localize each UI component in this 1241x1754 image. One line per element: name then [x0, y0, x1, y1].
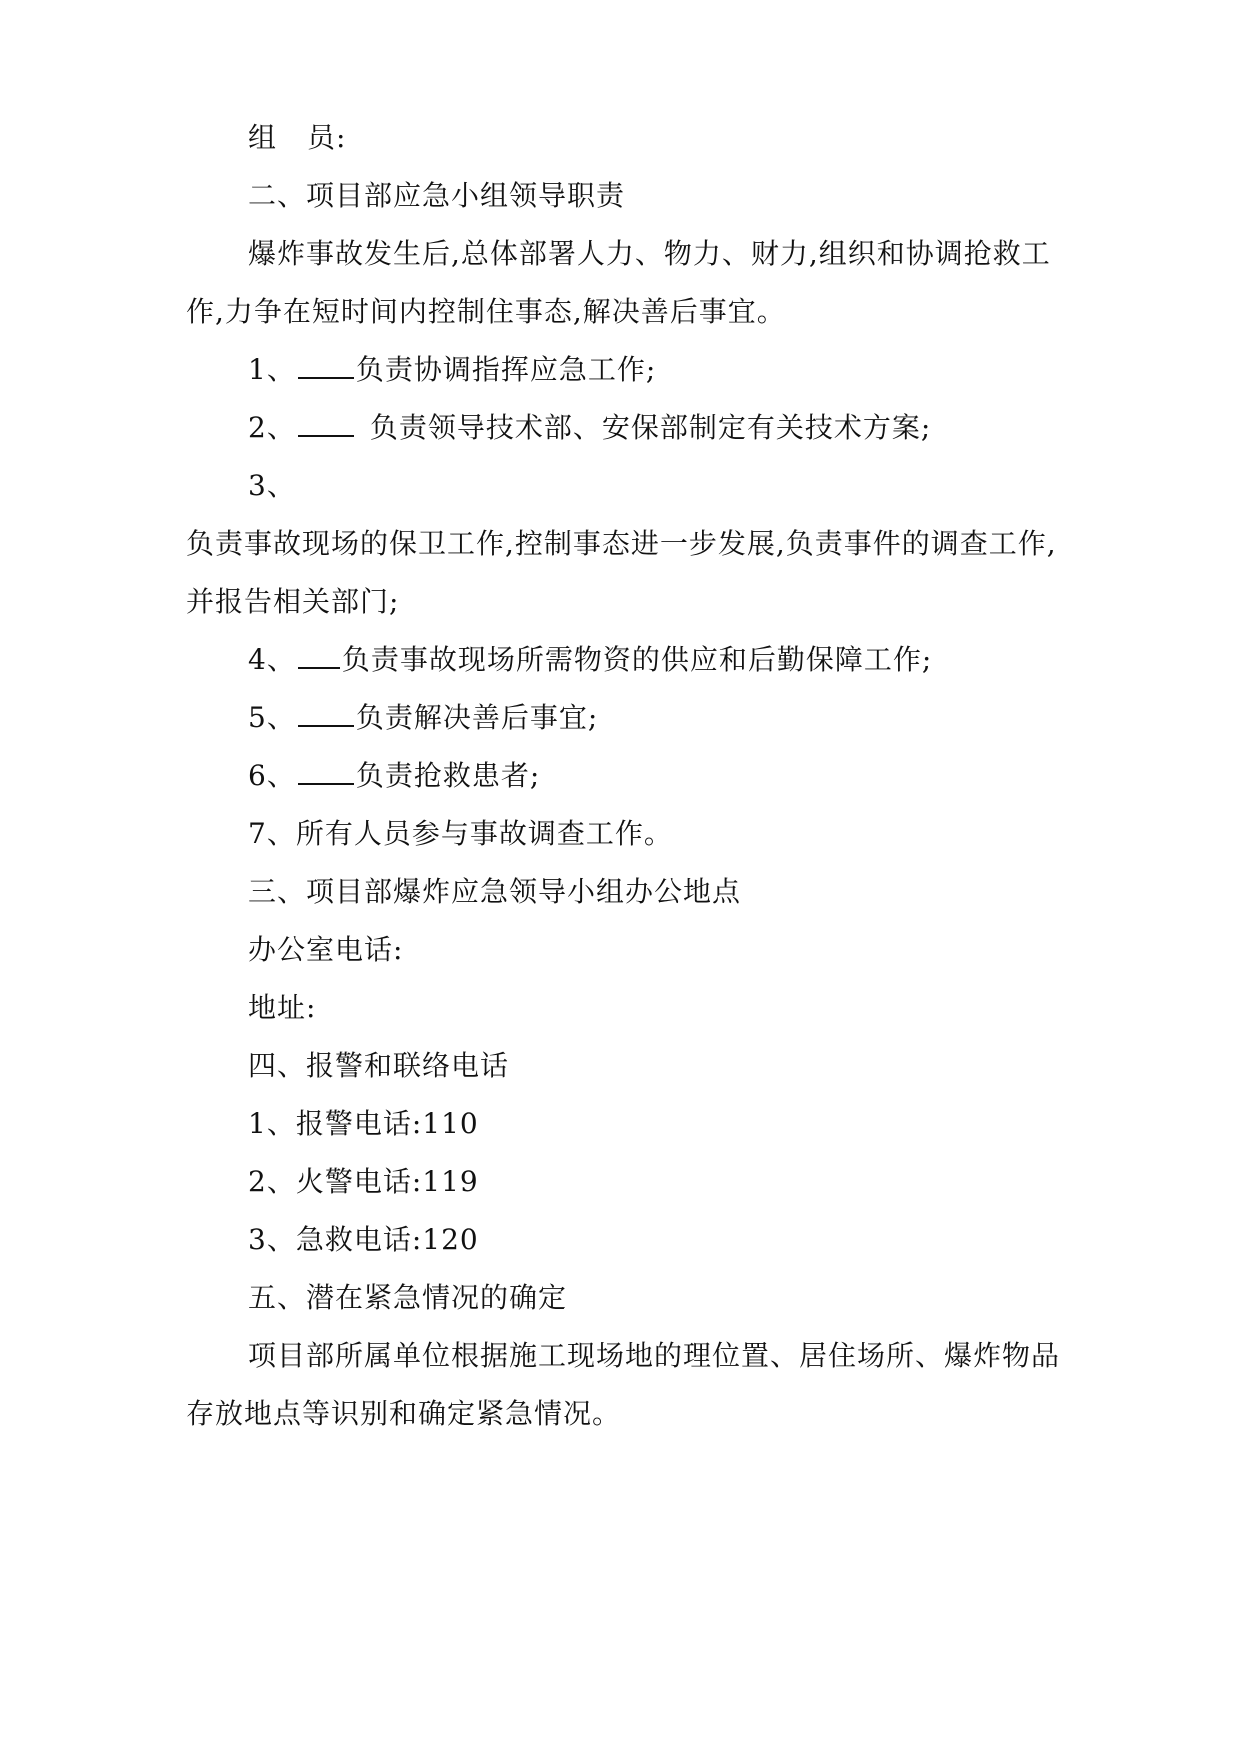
list-item-5-number: 5、 — [248, 701, 296, 734]
list-item-6-number: 6、 — [248, 759, 296, 792]
list-item-2-text: 负责领导技术部、安保部制定有关技术方案; — [369, 411, 932, 444]
blank-underline — [298, 351, 354, 379]
blank-underline — [298, 409, 354, 437]
fire-phone-line: 2、火警电话:119 — [248, 1165, 479, 1198]
list-item-1-text: 负责协调指挥应急工作; — [355, 353, 657, 386]
section-2-paragraph-line-1: 爆炸事故发生后,总体部署人力、物力、财力,组织和协调抢救工 — [248, 237, 1051, 270]
members-line — [248, 118, 346, 158]
list-item-4 — [248, 640, 932, 680]
section-2-paragraph-line-2: 作,力争在短时间内控制住事态,解决善后事宜。 — [186, 295, 786, 328]
list-item-5-text: 负责解决善后事宜; — [355, 701, 599, 734]
section-5-paragraph-line-1: 项目部所属单位根据施工现场地的理位置、居住场所、爆炸物品 — [248, 1339, 1061, 1372]
list-item-6-text: 负责抢救患者; — [355, 759, 541, 792]
section-5-paragraph-line-2: 存放地点等识别和确定紧急情况。 — [186, 1397, 622, 1430]
address-line: 地址: — [248, 991, 317, 1024]
blank-underline — [298, 699, 354, 727]
section-2-heading: 二、项目部应急小组领导职责 — [248, 179, 626, 212]
list-item-3-number: 3、 — [248, 469, 296, 502]
ambulance-phone-line: 3、急救电话:120 — [248, 1223, 479, 1256]
members-label-b: 员: — [307, 121, 347, 154]
list-item-4-text: 负责事故现场所需物资的供应和后勤保障工作; — [341, 643, 933, 676]
list-item-1 — [248, 350, 656, 390]
list-item-1-number: 1、 — [248, 353, 296, 386]
blank-underline — [298, 757, 354, 785]
office-phone-line: 办公室电话: — [248, 933, 404, 966]
list-item-3 — [248, 466, 296, 506]
police-phone-line: 1、报警电话:110 — [248, 1107, 479, 1140]
section-3-heading: 三、项目部爆炸应急领导小组办公地点 — [248, 875, 742, 908]
list-item-5 — [248, 698, 598, 738]
list-item-4-number: 4、 — [248, 643, 296, 676]
list-item-3-line-1: 负责事故现场的保卫工作,控制事态进一步发展,负责事件的调查工作, — [186, 527, 1057, 560]
list-item-7: 7、所有人员参与事故调查工作。 — [248, 817, 673, 850]
section-4-heading: 四、报警和联络电话 — [248, 1049, 510, 1082]
members-label-a: 组 — [248, 121, 278, 154]
list-item-2 — [248, 408, 931, 448]
list-item-6 — [248, 756, 540, 796]
section-5-heading: 五、潜在紧急情况的确定 — [248, 1281, 568, 1314]
list-item-3-line-2: 并报告相关部门; — [186, 585, 400, 618]
list-item-2-number: 2、 — [248, 411, 296, 444]
blank-underline — [298, 641, 340, 669]
